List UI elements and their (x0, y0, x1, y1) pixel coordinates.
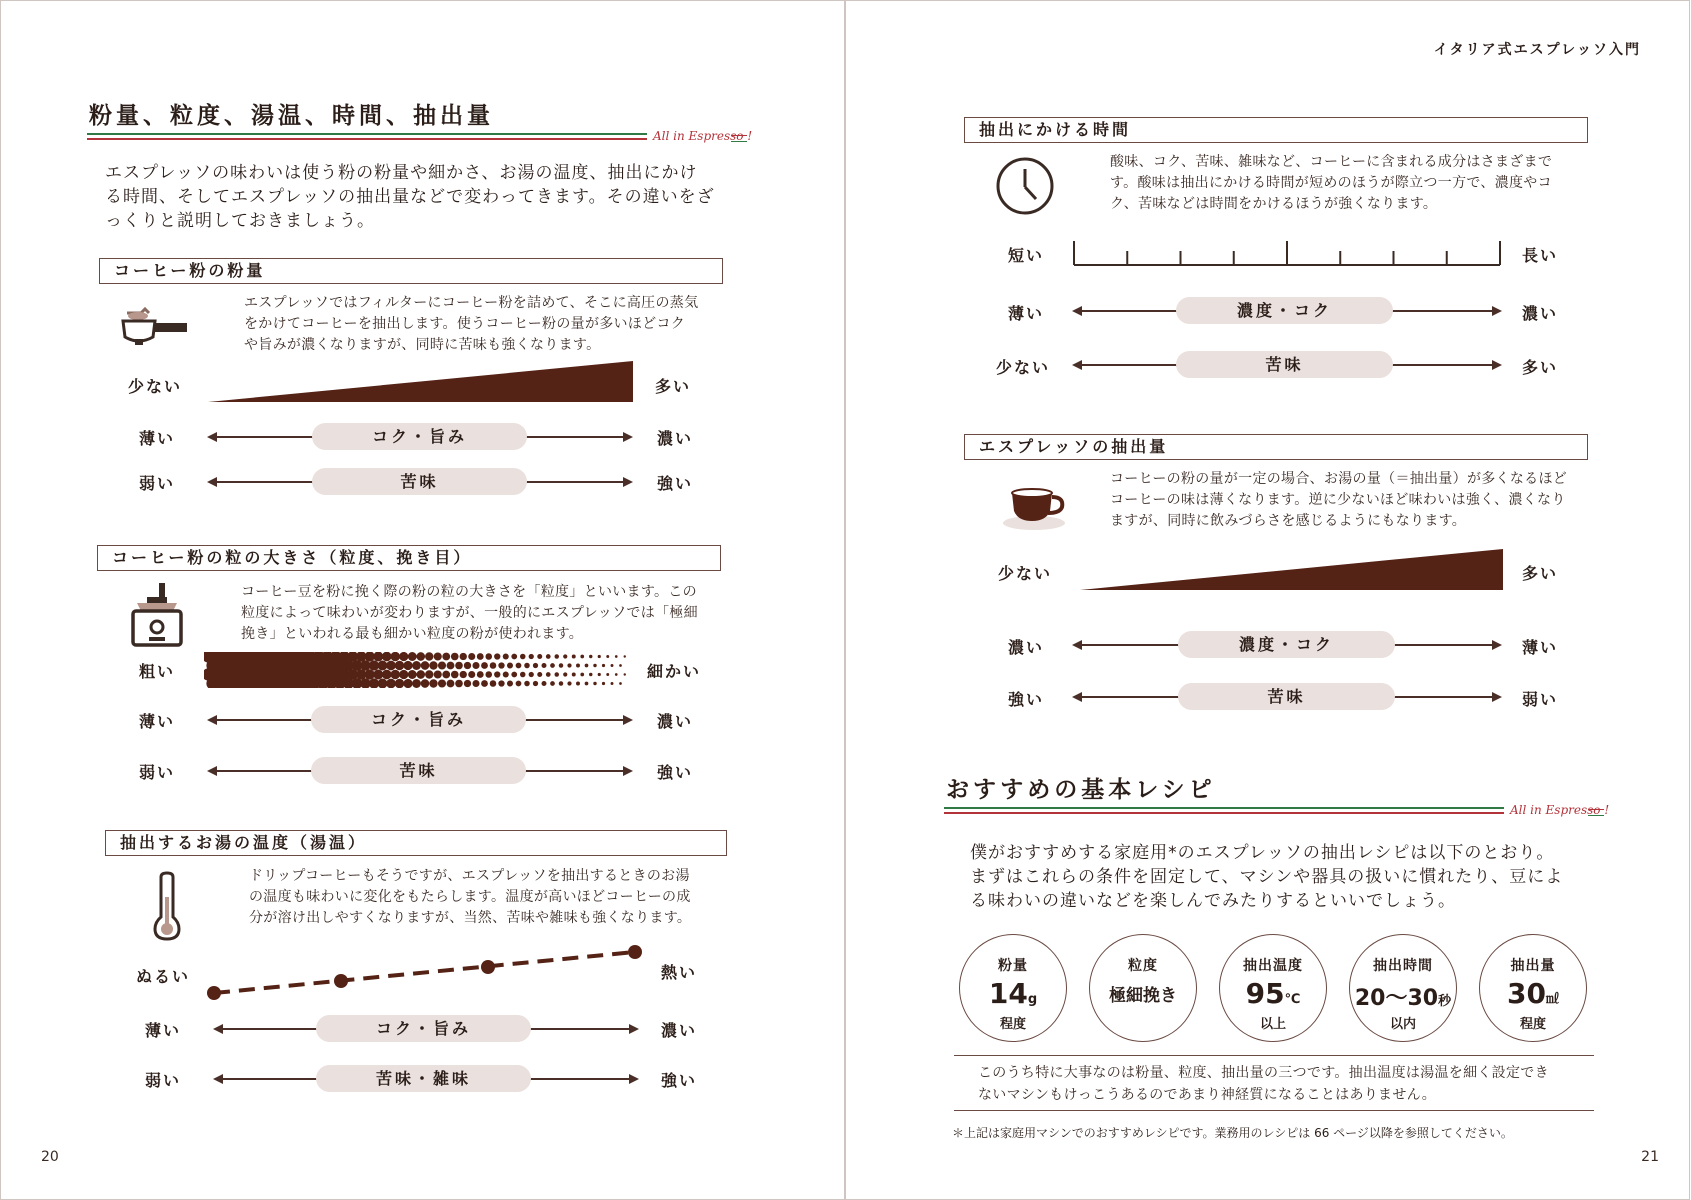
recipe-value: 95℃ (1245, 977, 1301, 1010)
wedge-amount (208, 361, 634, 407)
tricolor-rule (87, 133, 647, 139)
halftone-dot (537, 672, 542, 677)
running-title: イタリア式エスプレッソ入門 (1433, 42, 1641, 58)
halftone-dot (434, 652, 442, 660)
halftone-dot (598, 673, 601, 676)
halftone-dot (555, 654, 559, 658)
halftone-dot (537, 654, 542, 659)
halftone-dot (580, 655, 584, 659)
halftone-dot (494, 671, 500, 677)
pill-label: コク・旨み (312, 423, 527, 450)
halftone-dot (485, 671, 492, 678)
halftone-dot (602, 664, 605, 667)
pill-label: 苦味 (311, 757, 526, 784)
scale-label-left: 粗い (139, 662, 176, 681)
section-title-temperature: 抽出するお湯の温度（湯温） (105, 830, 727, 856)
row-label-right: 薄い (1522, 638, 1559, 657)
halftone-dot (460, 653, 467, 660)
halftone-dot (624, 655, 626, 657)
tricolor-rule (944, 807, 1504, 813)
halftone-dot (541, 681, 546, 686)
recipe-sub: 程度 (1519, 1017, 1546, 1032)
recipe-value: 極細挽き (1109, 986, 1177, 1006)
halftone-dot (455, 662, 463, 670)
halftone-dot (395, 661, 404, 670)
halftone-dot (615, 673, 618, 676)
halftone-dot (447, 662, 455, 670)
halftone-dot (485, 653, 492, 660)
halftone-dot (615, 655, 618, 658)
halftone-dot (498, 680, 504, 686)
row-label-right: 濃い (1522, 304, 1559, 323)
halftone-dot (425, 652, 433, 660)
halftone-dot (619, 664, 622, 667)
halftone-dot (533, 663, 538, 668)
halftone-dot (520, 672, 526, 678)
row-label-left: 弱い (139, 763, 176, 782)
divider (954, 1110, 1594, 1111)
halftone-dot (516, 663, 522, 669)
halftone-dot (386, 661, 396, 671)
row-label-right: 濃い (661, 1021, 698, 1040)
row-label-left: 薄い (145, 1021, 182, 1040)
halftone-dot (391, 652, 400, 661)
pill-label: 苦味 (1176, 351, 1393, 378)
recipe-circle-time (1349, 934, 1457, 1042)
row-label-left: 少ない (996, 358, 1051, 377)
halftone-dot (507, 680, 513, 686)
halftone-dot (589, 673, 592, 676)
halftone-dot (511, 654, 517, 660)
halftone-dot (541, 663, 546, 668)
page-number-right: 21 (1641, 1149, 1659, 1165)
halftone-dot (563, 654, 567, 658)
scale-label-left: 短い (1008, 246, 1045, 265)
time-ruler (1072, 239, 1502, 273)
halftone-dot (472, 662, 479, 669)
portafilter-icon (119, 307, 191, 355)
recipe-note: このうち特に大事なのは粉量、粒度、抽出量の三つです。抽出温度は湯温を細く設定できないマシンもけっこうあるのであまり神経質になることはありません。 (978, 1065, 1549, 1103)
intro-text: エスプレッソの味わいは使う粉の粉量や細かさ、お湯の温度、抽出にかける時間、そしてエスプレッソの抽出量などで変わってきます。その違いをざっくりと説明しておきましょう。 (105, 163, 715, 231)
halftone-dot (481, 680, 488, 687)
halftone-dot (559, 663, 563, 667)
section-desc-grind: コーヒー豆を粉に挽く際の粉の粒の大きさを「粒度」といいます。この粒度によって味わいが変わりますが、一般的にエスプレッソでは「極細挽き」といわれる最も細かい粒度の粉が使われます。 (241, 584, 698, 642)
halftone-dot (550, 681, 555, 686)
mark-lines (731, 135, 747, 142)
halftone-dot (516, 681, 522, 687)
halftone-dot (429, 661, 437, 669)
scale-label-left: 少ない (128, 377, 183, 396)
recipe-intro: 僕がおすすめする家庭用*のエスプレッソの抽出レシピは以下のとおり。まずはこれらの条件を固定して、マシンや器具の扱いに慣れたり、豆による味わいの違いなどを楽しんでみたりするといいでしょう。 (970, 843, 1564, 911)
halftone-dot (434, 670, 442, 678)
halftone-dot (593, 682, 596, 685)
row-label-right: 多い (1522, 358, 1559, 377)
halftone-dot (563, 672, 567, 676)
halftone-dot (533, 681, 538, 686)
recipe-label: 粒度 (1128, 958, 1158, 974)
recipe-sub: 程度 (999, 1017, 1026, 1032)
page-title: 粉量、粒度、湯温、時間、抽出量 (89, 103, 494, 129)
halftone-dot (576, 664, 580, 668)
halftone-dot (442, 671, 450, 679)
halftone-dot (589, 655, 592, 658)
halftone-dot (464, 662, 471, 669)
halftone-dot (373, 652, 383, 661)
halftone-dot (494, 653, 500, 659)
left-page (0, 0, 845, 1200)
scale-label-right: 多い (1522, 564, 1559, 583)
row-label-left: 強い (1008, 690, 1045, 709)
halftone-dot (598, 655, 601, 658)
halftone-dot (429, 679, 437, 687)
halftone-dot (572, 673, 576, 677)
halftone-dot (498, 662, 504, 668)
recipe-title: おすすめの基本レシピ (946, 777, 1216, 803)
section-desc-amount: エスプレッソではフィルターにコーヒー粉を詰めて、そこに高圧の蒸気をかけてコーヒーを抽出します。使うコーヒー粉の量が多いほどコクや旨みが濃くなりますが、同時に苦味も強くなります。 (244, 295, 699, 353)
pill-label: コク・旨み (316, 1015, 531, 1042)
halftone-dot (468, 653, 475, 660)
halftone-dot (382, 652, 392, 661)
halftone-dot (481, 662, 488, 669)
halftone-dot (507, 662, 513, 668)
row-label-right: 強い (657, 763, 694, 782)
pill-label: 濃度・コク (1178, 631, 1395, 658)
halftone-dot (602, 682, 605, 685)
row-label-right: 強い (657, 474, 694, 493)
halftone-dot (412, 679, 421, 688)
halftone-dot (399, 670, 408, 679)
section-desc-temperature: ドリップコーヒーもそうですが、エスプレッソを抽出するときのお湯の温度も味わいに変化をもたらします。温度が高いほどコーヒーの成分が溶け出しやすくなりますが、当然、苦味や雑味も強くなります。 (249, 868, 692, 926)
halftone-dot (606, 673, 609, 676)
halftone-dot (403, 679, 412, 688)
row-label-left: 弱い (145, 1071, 182, 1090)
halftone-dot (546, 654, 551, 659)
scale-label-left: ぬるい (136, 967, 191, 986)
recipe-value: 20〜30秒 (1354, 986, 1452, 1011)
row-label-left: 薄い (139, 429, 176, 448)
halftone-dot (611, 664, 614, 667)
halftone-dot (524, 663, 530, 669)
pill-label: 濃度・コク (1176, 297, 1393, 324)
all-in-espresso-mark: All in Espresso ! (653, 129, 753, 143)
recipe-circle-grind (1089, 934, 1197, 1042)
row-label-right: 弱い (1522, 690, 1559, 709)
halftone-dot (490, 680, 497, 687)
halftone-dot (572, 655, 576, 659)
mark-lines (1588, 809, 1604, 816)
pill-label: コク・旨み (311, 706, 526, 733)
pill-label: 苦味 (1178, 683, 1395, 710)
halftone-dot (529, 654, 534, 659)
section-desc-time: 酸味、コク、苦味、雑味など、コーヒーに含まれる成分はさまざまです。酸味は抽出にかける時間が短めのほうが際立つ一方で、濃度やコク、苦味などは時間をかけるほうが強くなります。 (1110, 154, 1553, 212)
halftone-dot (451, 653, 459, 661)
coffee-cup-icon (1002, 485, 1070, 535)
halftone-dot (391, 670, 400, 679)
halftone-dot (438, 661, 446, 669)
halftone-dot (408, 670, 417, 679)
scale-label-right: 多い (655, 377, 692, 396)
halftone-dot (438, 679, 446, 687)
recipe-sub: 以上 (1259, 1017, 1286, 1032)
halftone-dot (576, 682, 580, 686)
row-label-left: 薄い (1008, 304, 1045, 323)
halftone-dot (529, 672, 534, 677)
halftone-dot (395, 679, 404, 688)
halftone-dot (580, 673, 584, 677)
halftone-dot (416, 652, 425, 661)
temperature-dashed-line (201, 941, 651, 1005)
row-label-right: 強い (661, 1071, 698, 1090)
halftone-dot (421, 661, 430, 670)
halftone-dot (546, 672, 551, 677)
right-page (845, 0, 1690, 1200)
scale-label-right: 長い (1522, 246, 1559, 265)
halftone-dot (421, 679, 430, 688)
halftone-dot (442, 653, 450, 661)
halftone-dot (468, 671, 475, 678)
halftone-dot (472, 680, 479, 687)
pill-label: 苦味・雑味 (316, 1065, 531, 1092)
recipe-label: 粉量 (998, 958, 1028, 974)
page-number-left: 20 (41, 1149, 59, 1165)
row-label-right: 濃い (657, 712, 694, 731)
halftone-dot (403, 661, 412, 670)
halftone-dot (593, 664, 596, 667)
halftone-dot (412, 661, 421, 670)
halftone-dot (378, 661, 388, 671)
footnote: ＊上記は家庭用マシンでのおすすめレシピです。業務用のレシピは 66 ページ以降を参照してください。 (952, 1126, 1513, 1140)
halftone-dot (503, 653, 509, 659)
wedge-volume (1080, 549, 1504, 595)
halftone-dot (382, 670, 392, 680)
halftone-dot (373, 670, 383, 680)
clock-icon (994, 155, 1056, 221)
halftone-dot (378, 679, 388, 688)
halftone-grind-bar (204, 652, 629, 692)
halftone-dot (408, 652, 417, 661)
halftone-dot (477, 671, 484, 678)
halftone-dot (511, 672, 517, 678)
row-label-left: 薄い (139, 712, 176, 731)
all-in-espresso-mark: All in Espresso ! (1510, 803, 1610, 817)
halftone-dot (585, 664, 589, 668)
scale-label-right: 熱い (661, 963, 698, 982)
halftone-dot (520, 654, 526, 660)
recipe-label: 抽出時間 (1373, 958, 1433, 974)
row-label-left: 濃い (1008, 638, 1045, 657)
halftone-dot (460, 671, 467, 678)
halftone-dot (477, 653, 484, 660)
halftone-dot (451, 671, 459, 679)
section-title-time: 抽出にかける時間 (964, 117, 1588, 143)
divider (954, 1055, 1594, 1056)
halftone-dot (416, 670, 425, 679)
halftone-dot (464, 680, 471, 687)
halftone-dot (559, 681, 563, 685)
scale-label-left: 少ない (998, 564, 1053, 583)
section-title-volume: エスプレッソの抽出量 (964, 434, 1588, 460)
section-desc-volume: コーヒーの粉の量が一定の場合、お湯の量（＝抽出量）が多くなるほどコーヒーの味は薄くなります。逆に少ないほど味わいは強く、濃くなりますが、同時に飲みづらさを感じるようにもなります。 (1110, 471, 1568, 529)
halftone-dot (490, 662, 497, 669)
halftone-dot (386, 679, 396, 688)
recipe-sub: 以内 (1389, 1017, 1416, 1032)
recipe-value: 14g (988, 977, 1038, 1010)
halftone-dot (611, 682, 614, 685)
halftone-dot (425, 670, 433, 678)
halftone-dot (524, 681, 530, 687)
halftone-dot (585, 682, 589, 686)
coffee-grinder-icon (129, 583, 185, 653)
halftone-dot (447, 680, 455, 688)
scale-label-right: 細かい (647, 662, 702, 681)
halftone-dot (550, 663, 555, 668)
row-label-left: 弱い (139, 474, 176, 493)
section-title-amount: コーヒー粉の粉量 (99, 258, 723, 284)
halftone-dot (567, 663, 571, 667)
recipe-circle-temperature (1219, 934, 1327, 1042)
thermometer-icon (153, 871, 181, 945)
halftone-dot (399, 652, 408, 661)
row-label-right: 濃い (657, 429, 694, 448)
recipe-label: 抽出温度 (1243, 958, 1303, 974)
section-title-grind: コーヒー粉の粒の大きさ（粒度、挽き目） (97, 545, 721, 571)
recipe-label: 抽出量 (1510, 958, 1556, 974)
halftone-dot (455, 680, 463, 688)
halftone-dot (624, 673, 626, 675)
halftone-dot (606, 655, 609, 658)
halftone-dot (555, 672, 559, 676)
halftone-dot (567, 681, 571, 685)
recipe-circle-amount (959, 934, 1067, 1042)
halftone-dot (503, 671, 509, 677)
recipe-circle-volume (1479, 934, 1587, 1042)
recipe-value: 30㎖ (1507, 977, 1559, 1010)
pill-label: 苦味 (312, 468, 527, 495)
halftone-dot (619, 682, 622, 685)
